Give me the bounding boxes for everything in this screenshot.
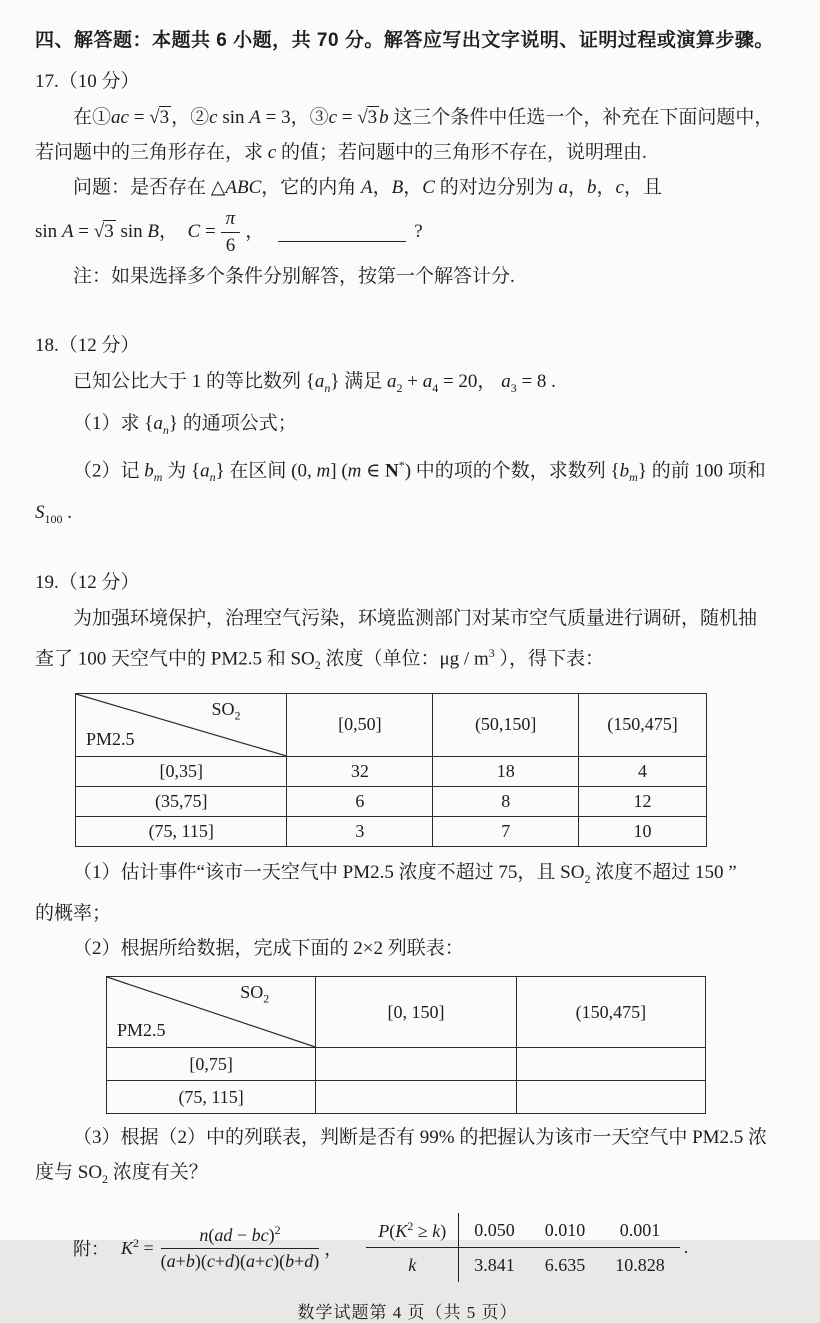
column-header: [0, 150] [316,977,517,1048]
pm25-corner-label: PM2.5 [86,728,135,749]
row-label-cell: (75, 115] [107,1081,316,1114]
q19-intro-line-1: 为加强环境保护，治理空气污染，环境监测部门对某市空气质量进行调研，随机抽 [73,607,758,629]
table-row [366,1248,679,1283]
value-cell: 0.010 [530,1213,601,1248]
question-19 [35,565,780,1198]
empty-cell [516,1048,705,1081]
appendix-label: 附： [73,1238,109,1259]
question-18 [35,328,780,537]
value-cell: 0.001 [600,1213,680,1248]
formula-appendix [73,1213,780,1282]
q19-item-1-line-1: （1）估计事件“该市一天空气中 PM2.5 浓度不超过 75，且 $SO_2$ 浓度不超过 150 ” [73,861,737,886]
section-heading: 四、解答题：本题共 6 小题，共 70 分。解答应写出文字说明、证明过程或演算步骤。 [35,30,774,51]
question-17-number: 17.（10 分） [35,71,140,92]
q17-equation-line [35,205,780,259]
page-footer: 数学试题第 4 页（共 5 页） [297,1303,518,1323]
row-label-cell: [0,75] [107,1048,316,1081]
table-row [76,756,707,786]
value-cell: 18 [433,756,579,786]
q18-given: 已知公比大于 1 的等比数列 $\{a_n\}$ 满足 $a_2 + a_4 = 20$， $a_3 = 8$ . [73,371,556,395]
appendix-period: . [683,1237,689,1258]
table-row [366,1213,679,1248]
value-cell: 3 [287,816,433,846]
column-header: (150,475] [579,693,707,756]
so2-corner-label: $SO_2$ [240,982,270,1007]
row-label-cell: $P(K^2 \ge k)$ [366,1213,458,1248]
fraction-numerator: π [221,208,241,233]
q18-item-2: （2）记 $b_m$ 为 $\{a_n\}$ 在区间 (0, m] (m ∈ N*) 中的项的个数，求数列 $\{b_m\}$ 的前 100 项和 $S_{100}$ . [35,457,766,526]
k-squared-fraction [161,1224,320,1271]
appendix-comma: ， [324,1238,343,1259]
value-cell: 10.828 [615,1254,665,1275]
q17-equation-comma: ， [245,221,265,242]
column-header: (50,150] [433,693,579,756]
q19-item-3-line-2: 度与 $SO_2$ 浓度有关？ [35,1162,208,1187]
table-header-row [107,977,706,1048]
answer-blank [278,222,406,242]
table-row [76,786,707,816]
value-cell: 8 [433,786,579,816]
q17-line-continuation: 若问题中的三角形存在，求 c 的值；若问题中的三角形不存在，说明理由. [35,142,647,163]
diagonal-header-cell [76,693,287,756]
value-cell: 32 [287,756,433,786]
fraction-numerator: n(ad − bc)$^2$ [161,1224,320,1249]
question-19-number: 19.（12 分） [35,571,140,593]
question-17 [35,64,780,294]
row-label-cell: (75, 115] [76,816,287,846]
q19-intro-line-2: 查了 100 天空气中的 PM2.5 和 $SO_2$ 浓度（单位：μg / $m^3$ ），得下表： [35,645,605,672]
column-header: (150,475] [516,977,705,1048]
value-cell: 0.050 [459,1213,530,1248]
q19-item-1-line-2: 的概率； [35,903,112,925]
q19-item-3-line-1: （3）根据（2）中的列联表，判断是否有 99% 的把握认为该市一天空气中 PM2.5 浓 [73,1127,768,1149]
value-cell: 3.841 [474,1254,515,1275]
q17-equation-left: sin A = √3 sin B， C = [35,221,216,242]
k-squared-symbol: $K^2$ = [121,1236,154,1259]
value-cell: 7 [433,816,579,846]
question-18-number: 18.（12 分） [35,335,140,356]
q19-item-2: （2）根据所给数据，完成下面的 2×2 列联表： [73,938,464,960]
table-header-row [76,693,707,756]
value-cell: 10 [579,816,707,846]
row-label-cell: (35,75] [76,786,287,816]
empty-cell [316,1081,517,1114]
contingency-table-2x2 [106,976,706,1114]
q18-item-1: （1）求 $\{a_n\}$ 的通项公式； [73,412,297,437]
row-label-cell: [0,35] [76,756,287,786]
row-label-cell: k [366,1248,458,1283]
pm25-corner-label: PM2.5 [117,1020,166,1041]
fraction-denominator: (a+b)(c+d)(a+c)(b+d) [160,1250,320,1271]
table-row [76,816,707,846]
value-cell: 4 [579,756,707,786]
so2-corner-label: $SO_2$ [211,698,241,723]
value-cell: 6.635 [544,1254,586,1275]
q17-question-mark: ? [414,221,423,242]
diagonal-header-cell [107,977,316,1048]
critical-value-table [366,1213,679,1282]
table-row [107,1048,706,1081]
fraction-denominator: 6 [225,234,236,256]
empty-cell [316,1048,517,1081]
q17-line-problem: 问题：是否存在 △ABC，它的内角 A，B，C 的对边分别为 a，b，c，且 [73,177,662,198]
pm25-so2-frequency-table [75,693,707,847]
column-header: [0,50] [287,693,433,756]
empty-cell [516,1081,705,1114]
q17-line-conditions: 在①ac = √3 ，②c sin A = 3，③c = √3 b 这三个条件中任选一个，补充在下面问题中， [73,107,774,128]
value-cell: 12 [579,786,707,816]
value-cell: 6 [287,786,433,816]
fraction-pi-over-6 [221,208,241,257]
table-row [107,1081,706,1114]
q17-note: 注：如果选择多个条件分别解答，按第一个解答计分. [73,266,515,287]
